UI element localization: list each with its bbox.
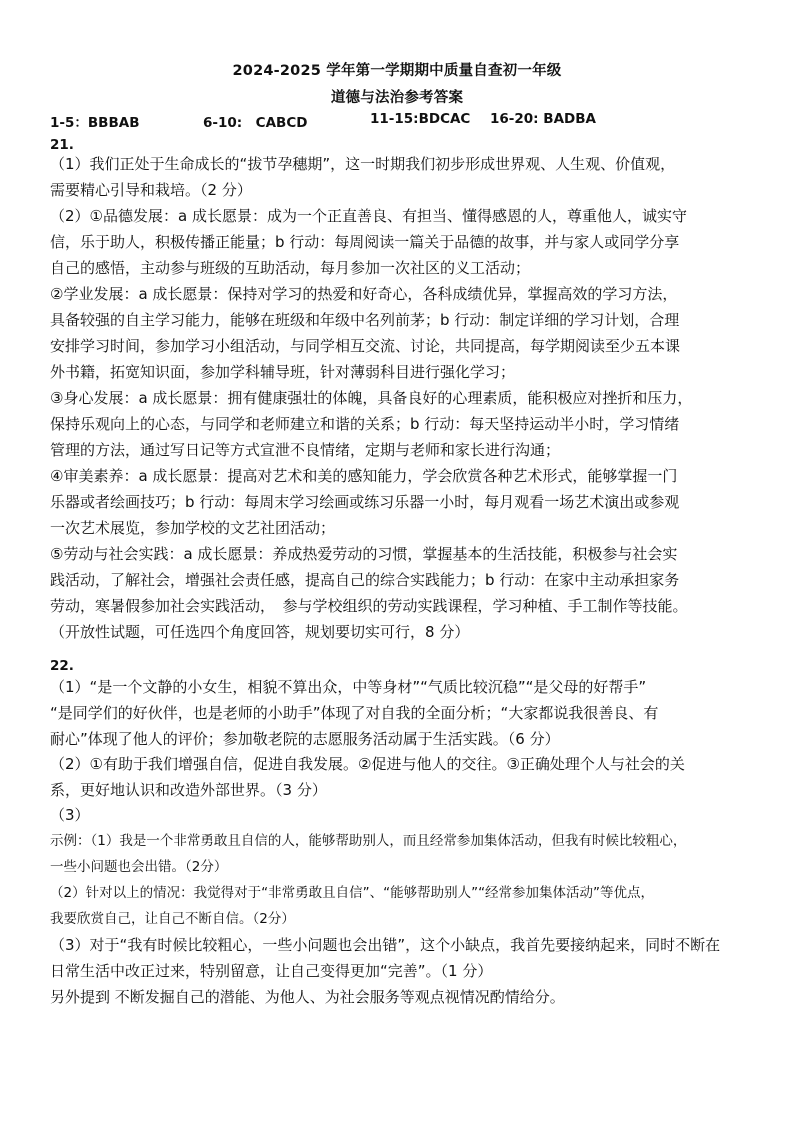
question-21-number: 21. xyxy=(50,137,74,153)
answer-line: 践活动，了解社会，增强社会责任感，提高自己的综合实践能力；b 行动：在家中主动承担家务 xyxy=(50,571,680,589)
answer-line: （2）①品德发展：a 成长愿景：成为一个正直善良、有担当、懂得感恩的人，尊重他人，诚实守 xyxy=(50,207,687,225)
answer-line: （1）“是一个文静的小女生，相貌不算出众，中等身材”“气质比较沉稳”“是父母的好帮手” xyxy=(50,678,647,696)
answer-line: 信，乐于助人，积极传播正能量；b 行动：每周阅读一篇关于品德的故事，并与家人或同学分享 xyxy=(50,233,680,251)
answer-line: ④审美素养：a 成长愿景：提高对艺术和美的感知能力，学会欣赏各种艺术形式，能够掌握一门 xyxy=(50,467,678,485)
answer-line: ③身心发展：a 成长愿景：拥有健康强壮的体魄，具备良好的心理素质，能积极应对挫折和压力， xyxy=(50,389,693,407)
answer-line: （1）我们正处于生命成长的“拔节孕穗期”，这一时期我们初步形成世界观、人生观、价值观， xyxy=(50,155,676,173)
page-subtitle: 道德与法治参考答案 xyxy=(330,90,464,106)
answer-line: 外书籍，拓宽知识面，参加学科辅导班，针对薄弱科目进行强化学习； xyxy=(50,363,516,381)
mcq-answers-6-10: 6-10: CABCD xyxy=(203,115,308,131)
mcq-answers-11-15: 11-15:BDCAC xyxy=(370,111,471,127)
answer-line: 具备较强的自主学习能力，能够在班级和年级中名列前茅；b 行动：制定详细的学习计划，合理 xyxy=(50,311,680,329)
answer-line: （3）对于“我有时候比较粗心，一些小问题也会出错”，这个小缺点，我首先要接纳起来，同时不断在 xyxy=(50,936,721,954)
answer-line: 劳动，寒暑假参加社会实践活动， 参与学校组织的劳动实践课程，学习种植、手工制作等技能。 xyxy=(50,597,688,615)
answer-line: 一些小问题也会出错。（2分） xyxy=(50,859,228,875)
answer-line: 乐器或者绘画技巧；b 行动：每周末学习绘画或练习乐器一小时，每月观看一场艺术演出或参观 xyxy=(50,493,680,511)
mcq-answers-1-5: 1-5：BBBAB xyxy=(50,115,140,131)
answer-line: 管理的方法，通过写日记等方式宣泄不良情绪，定期与老师和家长进行沟通； xyxy=(50,441,561,459)
page-title: 2024-2025 学年第一学期期中质量自查初一年级 xyxy=(232,63,562,79)
answer-line: （3） xyxy=(50,806,90,824)
answer-line: 一次艺术展览，参加学校的文艺社团活动； xyxy=(50,519,336,537)
answer-line: ②学业发展：a 成长愿景：保持对学习的热爱和好奇心，各科成绩优异，掌握高效的学习方法， xyxy=(50,285,678,303)
answer-line: （开放性试题，可任选四个角度回答，规划要切实可行，8 分） xyxy=(50,623,470,641)
answer-line: 需要精心引导和栽培。（2 分） xyxy=(50,181,252,199)
answer-line: “是同学们的好伙伴，也是老师的小助手”体现了对自我的全面分析；“大家都说我很善良、有 xyxy=(50,704,659,722)
answer-line: 我要欣赏自己，让自己不断自信。（2分） xyxy=(50,911,295,927)
answer-line: 系，更好地认识和改造外部世界。（3 分） xyxy=(50,781,327,799)
answer-line: 自己的感悟，主动参与班级的互助活动，每月参加一次社区的义工活动； xyxy=(50,259,531,277)
answer-line: 耐心”体现了他人的评价；参加敬老院的志愿服务活动属于生活实践。（6 分） xyxy=(50,730,560,748)
answer-line: （2）针对以上的情况：我觉得对于“非常勇敢且自信”、“能够帮助别人”“经常参加集体活动”等优点， xyxy=(50,885,655,901)
answer-line: ⑤劳动与社会实践：a 成长愿景：养成热爱劳动的习惯，掌握基本的生活技能，积极参与社会实 xyxy=(50,545,678,563)
answer-line: 示例：（1）我是一个非常勇敢且自信的人，能够帮助别人，而且经常参加集体活动，但我有时候比较粗心， xyxy=(50,833,687,849)
answer-line: 保持乐观向上的心态，与同学和老师建立和谐的关系；b 行动：每天坚持运动半小时，学习情绪 xyxy=(50,415,680,433)
answer-line: 安排学习时间，参加学习小组活动，与同学相互交流、讨论，共同提高，每学期阅读至少五本课 xyxy=(50,337,681,355)
answer-line: （2）①有助于我们增强自信，促进自我发展。②促进与他人的交往。③正确处理个人与社会的关 xyxy=(50,755,685,773)
answer-line: 日常生活中改正过来，特别留意，让自己变得更加“完善”。（1 分） xyxy=(50,962,493,980)
answer-line: 另外提到 不断发掘自己的潜能、为他人、为社会服务等观点视情况酌情给分。 xyxy=(50,988,565,1006)
question-22-number: 22. xyxy=(50,658,74,674)
mcq-answers-16-20: 16-20: BADBA xyxy=(490,111,596,127)
